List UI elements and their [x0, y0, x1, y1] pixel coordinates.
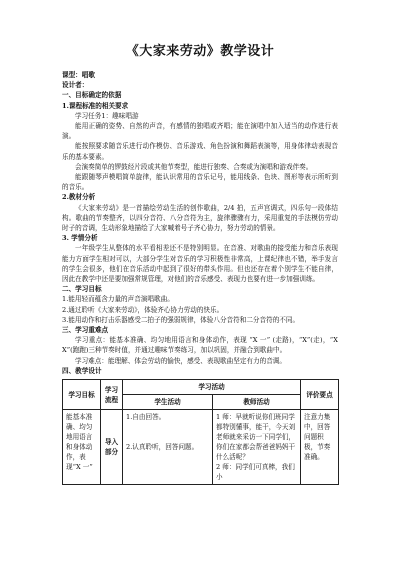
- subsection-heading-standards: 1.课程标准的相关要求: [62, 101, 129, 110]
- standards-paragraph-2: 能按照要求随音乐进行动作模仿、音乐游戏、角色扮演和舞蹈表演等，用身体律动表现音乐的基本要素。: [62, 142, 338, 161]
- section-heading-objectives: 二、学习目标: [62, 285, 102, 294]
- lesson-design-table: [62, 379, 339, 485]
- section-heading-basis: 一、目标确定的依据: [62, 91, 122, 100]
- eval-text: 注意力集中，回答问题积极，节奏准确。: [304, 413, 331, 462]
- objective-item: 2.通过聆听《大家来劳动》，体验齐心协力劳动的快乐。: [62, 305, 224, 314]
- designer: 设计者：: [62, 81, 89, 90]
- course-type: 课型：唱歌: [62, 71, 95, 79]
- table-row: [63, 410, 339, 485]
- objective-item: 3.能用动作和打击乐器感受二拍子的强弱规律，体验八分音符和二分音符的不同。: [62, 315, 300, 324]
- goal-cell: [63, 410, 101, 485]
- document-title: 《大家来劳动》教学设计: [125, 44, 275, 59]
- goal-text: 能基本准确、均匀地用语言和身体动作，表现“X 一”: [66, 413, 93, 472]
- textbook-analysis-paragraph: 《大家来劳动》是一首描绘劳动生活的创作歌曲，2/4 拍，五声宫调式，四乐句一段体结构。歌曲的节奏整齐，以四分音符、八分音符为主，旋律骤骤有力，采用重复的手法模仿劳动时子的音调，生动形象地描绘了大家喊着号子齐心协力，努力劳动的情景。: [62, 203, 338, 233]
- difficulty-paragraph: 学习难点：能理解、体会劳动的愉快，感受、表现歌曲坚定有力的音调。: [75, 356, 286, 365]
- teacher-activity-1: 1 师：早就听说你们班同学都特别懂事，能干，今天刘老师就来采访一下同学们，你们在家都会帮爸爸妈妈干什么活呢？: [216, 413, 296, 462]
- section-heading-design: 四、教学设计: [62, 366, 102, 375]
- subsection-heading-learners: 3. 学情分析: [62, 234, 98, 243]
- header-teacher: 教师活动: [213, 395, 301, 410]
- header-eval: 评价要点: [301, 380, 339, 410]
- eval-cell: [301, 410, 339, 485]
- header-flow: 学习流程: [101, 380, 123, 410]
- key-point-paragraph: 学习重点：能基本准确、均匀地用语言和身体动作，表现 “X 一” (走路)，“X”(走)，“X X”(跑跑)三种节奏时值，并通过趣味节奏练习，加以巩固，并融合到歌曲中。: [62, 336, 338, 355]
- student-activity-2: 2.认真聆听，回答问题。: [126, 443, 199, 452]
- section-heading-key-points: 三、学习重难点: [62, 326, 109, 335]
- header-activity: 学习活动: [123, 380, 301, 395]
- header-student: 学生活动: [123, 395, 213, 410]
- standards-paragraph-1: 能用正确的姿势、自然的声音，有感情的独唱或齐唱；能在演唱中加入适当的动作进行表演。: [62, 122, 338, 141]
- teacher-activity-2: 2 师：同学们可真棒，我们小: [216, 463, 295, 482]
- student-activity-1: 1.自由回答。: [126, 413, 166, 422]
- subsection-heading-textbook: 2.教材分析: [62, 193, 96, 202]
- standards-paragraph-4: 能跟随琴声模唱简单旋律，能认识常用的音乐记号，能用线条、色块、图形等表示所听到的音乐。: [62, 173, 338, 192]
- student-activity-cell: [123, 410, 213, 485]
- header-goal: 学习目标: [63, 380, 101, 410]
- teacher-activity-cell: [213, 410, 301, 485]
- table-header-row: [63, 380, 339, 395]
- learning-task: 学习任务1：趣味唱游: [75, 111, 139, 120]
- standards-paragraph-3: 会演奏简单的锣鼓经片段或其他节奏型，能进行独奏、合奏或为演唱和游戏伴奏。: [75, 162, 313, 171]
- learner-analysis-paragraph: 一年级学生从整体的水平看相差还不是特别明显。在音准、对歌曲的接受能力和音乐表现能力方面学生相对可以，大部分学生对音乐的学习积极性非常高，上课纪律也不错，举手发言的学生会很多，他们在音乐活动中起到了很好的带头作用。但也还存在着个别学生不能自律，因此在教学中还是要加强常规管理，对他们的音乐感受、表现力也要有进一步加强训练。: [62, 244, 338, 284]
- stage-cell: 导入部分: [101, 410, 123, 485]
- objective-item: 1.能用轻而蕴含力量的声音演唱歌曲。: [62, 295, 174, 304]
